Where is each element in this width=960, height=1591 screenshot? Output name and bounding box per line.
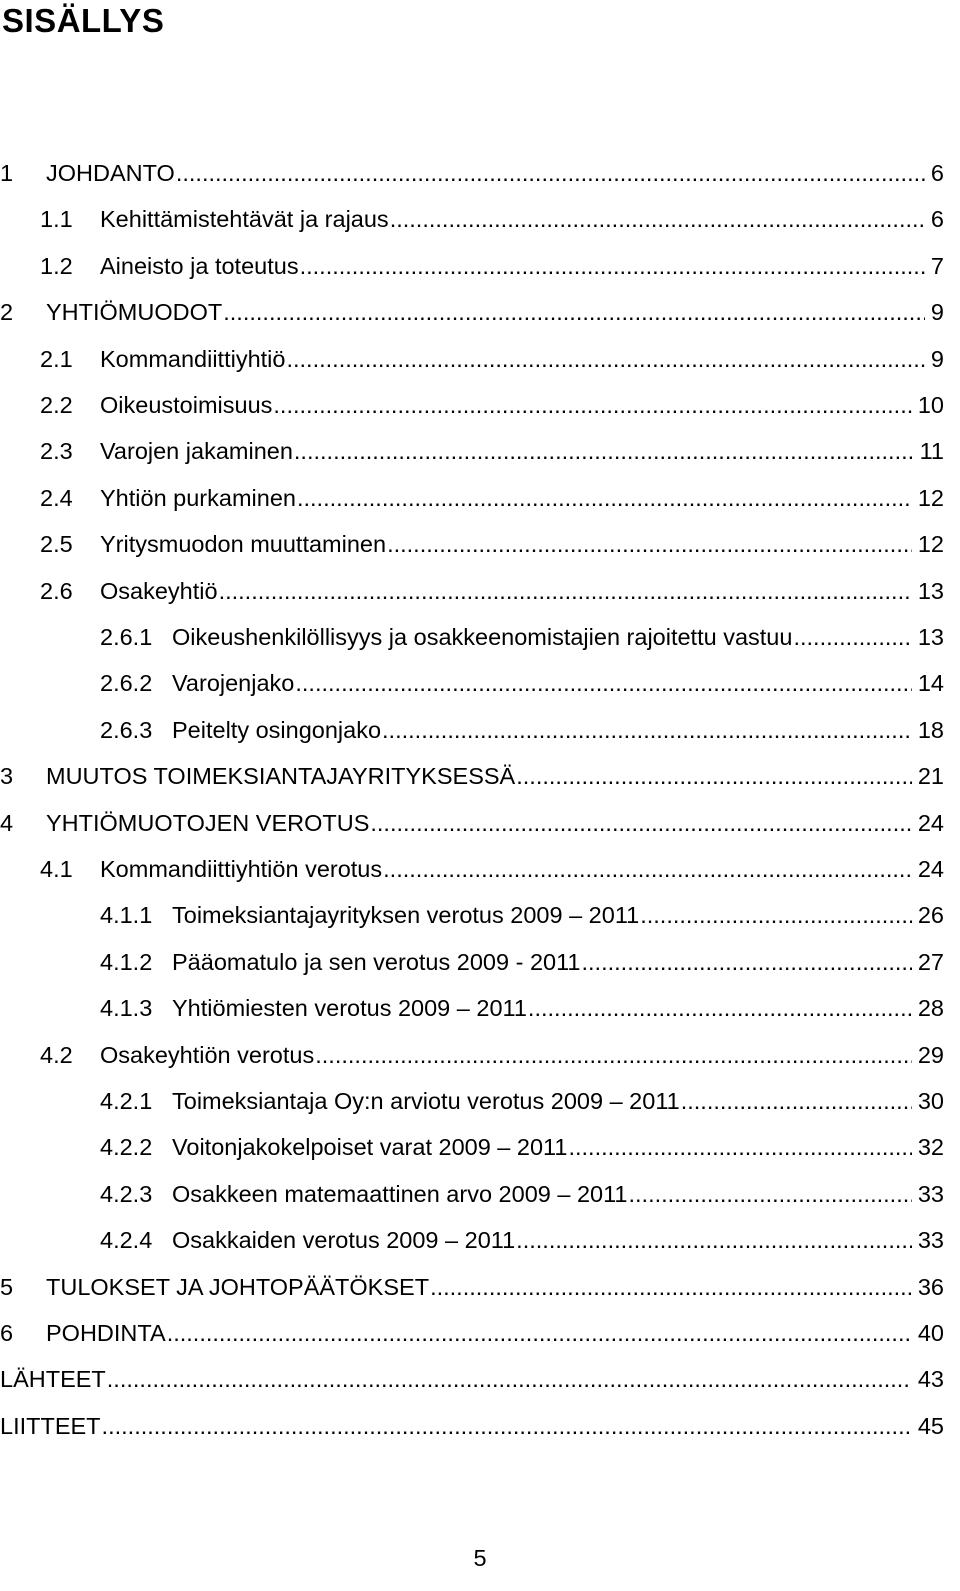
toc-entry-page: 14 [917,670,944,697]
toc-entry-number: 1.1 [40,206,73,233]
toc-entry-number: 2.6.2 [100,670,153,697]
toc-entry-page: 29 [917,1041,944,1068]
toc-entry-number: 2.6.3 [100,716,153,743]
toc-dot-leader [176,153,925,193]
toc-entry-title: Peitelty osingonjako [172,716,382,743]
toc-entry[interactable] [100,710,944,750]
toc-entry-number: 4.2.2 [100,1134,153,1161]
toc-entry-page: 30 [917,1088,944,1114]
toc-entry[interactable] [40,1035,944,1075]
toc-dot-leader [568,1127,911,1167]
toc-entry-page: 45 [917,1412,944,1439]
toc-entry[interactable] [100,988,944,1028]
toc-entry-number: 2.3 [40,438,73,465]
toc-entry-title: LÄHTEET [0,1366,106,1393]
toc-dot-leader [383,849,912,889]
toc-dot-leader [390,199,925,239]
toc-entry-title: Voitonjakokelpoiset varat 2009 – 2011 [172,1134,568,1161]
toc-entry[interactable] [100,663,944,703]
toc-entry-title: Toimeksiantajayrityksen verotus 2009 – 2011 [172,902,640,929]
toc-entry-title: Osakkaiden verotus 2009 – 2011 [172,1227,516,1254]
toc-dot-leader [286,339,924,379]
toc-dot-leader [681,1081,912,1121]
toc-entry-title: YHTIÖMUODOT [46,299,223,326]
toc-entry-page: 6 [930,206,944,233]
toc-entry-page: 33 [917,1180,944,1207]
toc-entry-title: Yhtiömiesten verotus 2009 – 2011 [172,995,527,1022]
toc-dot-leader [430,1267,912,1307]
toc-entry-number: 5 [0,1273,14,1300]
toc-entry-title: Oikeushenkilöllisyys ja osakkeenomistajien rajoitettu vastuu [172,624,793,650]
toc-entry-number: 4.2.3 [100,1180,153,1207]
toc-entry-page: 43 [917,1366,944,1393]
toc-entry-page: 9 [930,299,944,326]
toc-entry-page: 12 [917,531,944,558]
toc-entry-title: Varojenjako [172,670,295,697]
toc-entry[interactable] [100,1127,944,1167]
toc-entry-page: 9 [930,345,944,372]
toc-entry-number: 4.2.4 [100,1227,153,1254]
toc-entry-number: 4.1 [40,856,73,882]
toc-entry-page: 6 [930,160,944,186]
toc-dot-leader [219,571,912,611]
toc-entry-number: 2.5 [40,531,73,558]
toc-entry-number: 2.6.1 [100,624,153,650]
toc-dot-leader [315,1035,912,1075]
toc-entry-number: 2.6 [40,577,73,604]
toc-entry-title: JOHDANTO [46,160,175,186]
toc-entry[interactable] [40,199,944,239]
toc-entry[interactable] [100,1220,944,1260]
toc-entry[interactable] [40,385,944,425]
toc-entry-title: Yhtiön purkaminen [100,484,296,511]
toc-dot-leader [516,756,912,796]
toc-entry-page: 10 [917,392,944,418]
toc-entry-page: 26 [917,902,944,929]
page-number: 5 [473,1545,487,1571]
toc-entry-number: 2 [0,299,14,326]
toc-entry[interactable] [0,1267,944,1307]
toc-entry-page: 13 [917,624,944,650]
toc-entry-number: 4 [0,809,14,836]
toc-dot-leader [528,988,912,1028]
toc-entry-page: 13 [917,577,944,604]
toc-entry-page: 18 [917,716,944,743]
toc-entry-number: 2.2 [40,392,73,418]
toc-entry-page: 24 [917,856,944,882]
toc-entry[interactable] [0,1313,944,1353]
toc-entry[interactable] [40,246,944,286]
toc-entry-title: Kehittämistehtävät ja rajaus [100,206,389,233]
toc-entry-page: 12 [917,484,944,511]
toc-entry-page: 32 [917,1134,944,1161]
toc-entry-title: MUUTOS TOIMEKSIANTAJAYRITYKSESSÄ [46,763,516,790]
toc-entry[interactable] [100,895,944,935]
toc-entry[interactable] [0,803,944,843]
toc-dot-leader [102,1406,912,1446]
toc-entry-title: Aineisto ja toteutus [100,252,299,279]
toc-entry-page: 40 [917,1320,944,1346]
toc-entry-number: 6 [0,1320,14,1346]
toc-entry-number: 1.2 [40,252,73,279]
toc-entry-page: 11 [919,438,944,465]
toc-entry-page: 33 [917,1227,944,1254]
toc-dot-leader [297,478,912,518]
toc-entry[interactable] [40,849,944,889]
toc-dot-leader [516,1220,912,1260]
toc-entry[interactable] [40,524,944,564]
toc-entry-title: Osakeyhtiön verotus [100,1041,315,1068]
toc-entry-number: 4.2.1 [100,1088,153,1114]
toc-entry[interactable] [0,756,944,796]
toc-dot-leader [370,803,911,843]
toc-dot-leader [273,385,911,425]
toc-entry-title: LIITTEET [0,1412,101,1439]
toc-entry-title: Yritysmuodon muuttaminen [100,531,387,558]
toc-dot-leader [793,617,911,657]
toc-dot-leader [300,246,925,286]
toc-dot-leader [387,524,912,564]
toc-entry-title: Kommandiittiyhtiön verotus [100,856,383,882]
toc-entry-number: 2.4 [40,484,73,511]
toc-dot-leader [640,895,912,935]
toc-entry-title: Osakkeen matemaattinen arvo 2009 – 2011 [172,1180,628,1207]
toc-entry[interactable] [100,1081,944,1121]
toc-entry-number: 4.1.2 [100,948,153,975]
toc-dot-leader [382,710,912,750]
toc-entry[interactable] [100,942,944,982]
toc-entry-title: Pääomatulo ja sen verotus 2009 - 2011 [172,948,581,975]
toc-entry-number: 3 [0,763,14,790]
toc-dot-leader [107,1359,912,1399]
toc-entry-title: Toimeksiantaja Oy:n arviotu verotus 2009 – 2011 [172,1088,680,1114]
toc-entry[interactable] [40,478,944,518]
toc-entry[interactable] [0,1406,944,1446]
toc-entry-title: Osakeyhtiö [100,577,218,604]
toc-entry[interactable] [0,153,944,193]
toc-entry-page: 24 [917,809,944,836]
toc-entry[interactable] [40,431,944,471]
toc-entry[interactable] [40,571,944,611]
toc-entry-number: 4.1.1 [100,902,153,929]
toc-entry-title: Kommandiittiyhtiö [100,345,286,372]
toc-entry-page: 27 [917,948,944,975]
toc-entry-number: 4.1.3 [100,995,153,1022]
toc-entry-page: 28 [917,995,944,1022]
toc-entry[interactable] [100,1174,944,1214]
toc-entry[interactable] [40,339,944,379]
toc-entry-page: 36 [917,1273,944,1300]
toc-entry[interactable] [0,1359,944,1399]
toc-entry[interactable] [0,292,944,332]
toc-entry-page: 7 [930,252,944,279]
toc-heading: SISÄLLYS [2,2,165,39]
toc-entry-number: 1 [0,160,14,186]
toc-entry-number: 2.1 [40,345,73,372]
toc-entry-title: Varojen jakaminen [100,438,293,465]
toc-entry-page: 21 [917,763,944,790]
toc-dot-leader [581,942,911,982]
toc-entry-title: TULOKSET JA JOHTOPÄÄTÖKSET [46,1273,430,1300]
toc-entry-title: POHDINTA [46,1320,166,1346]
toc-dot-leader [295,663,911,703]
toc-dot-leader [629,1174,912,1214]
toc-dot-leader [223,292,925,332]
toc-entry-number: 4.2 [40,1041,73,1068]
toc-entry-title: YHTIÖMUOTOJEN VEROTUS [46,809,370,836]
toc-entry-title: Oikeustoimisuus [100,392,273,418]
toc-entry[interactable] [100,617,944,657]
toc-dot-leader [294,431,914,471]
toc-dot-leader [167,1313,912,1353]
